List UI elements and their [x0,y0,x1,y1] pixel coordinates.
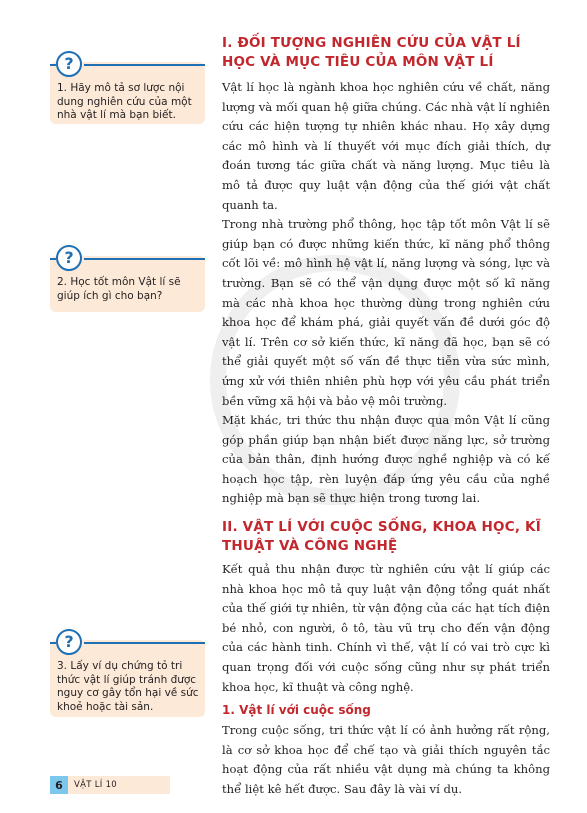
question-rule [84,642,205,644]
page-number: 6 [50,776,68,794]
main-content [222,34,550,800]
paragraph: Vật lí học là ngành khoa học nghiên cứu về chất, năng lượng và mối quan hệ giữa chúng. Các nhà vật lí nghiên cứu các hiện tượng tự nhiên khác nhau. Họ xây dựng các mô hình và lí thuyết với mục đích giải thích, dự đoán tương tác giữa chất và năng lượng. Mục tiêu là mô tả được quy luật vận động của thế giới vật chất quanh ta. [222,80,550,212]
section-heading-1: I. ĐỐI TƯỢNG NGHIÊN CỨU CỦA VẬT LÍ HỌC VÀ MỤC TIÊU CỦA MÔN VẬT LÍ [222,35,521,70]
book-title: VẬT LÍ 10 [74,780,117,790]
paragraph: Trong cuộc sống, tri thức vật lí có ảnh hưởng rất rộng, là cơ sở khoa học để chế tạo và giải thích nguyên tắc hoạt động của rất nhiều vật dụng mà chúng ta không thể liệt kê hết được. Sau đây là vài ví dụ. [222,723,550,796]
question-rule [84,64,205,66]
question-box-1 [50,54,205,124]
paragraph: Mặt khác, tri thức thu nhận được qua môn Vật lí cũng góp phần giúp bạn nhận biết được năng lực, sở trường của bản thân, định hướng được nghề nghiệp và có kế hoạch học tập, rèn luyện đáp ứng yêu cầu của nghề nghiệp mà bạn sẽ thực hiện trong tương lai. [222,413,550,506]
question-box-2 [50,248,205,312]
paragraph: Kết quả thu nhận được từ nghiên cứu vật lí giúp các nhà khoa học mô tả quy luật vận động tổng quát nhất của thế giới tự nhiên, từ vận động của các hạt tích điện bé nhỏ, con người, ô tô, tàu vũ trụ cho đến vận động của các hành tinh. Chính vì thế, vật lí có vai trò cực kì quan trọng đối với cuộc sống cũng như sự phát triển khoa học, kĩ thuật và công nghệ. [222,562,550,694]
paragraph: Trong nhà trường phổ thông, học tập tốt môn Vật lí sẽ giúp bạn có được những kiến thức, kĩ năng phổ thông cốt lõi về: mô hình hệ vật lí, năng lượng và sóng, lực và trường. Bạn sẽ có thể vận dụng được một số kĩ năng mà các nhà khoa học thường dùng trong nghiên cứu khoa học để khám phá, giải quyết vấn đề dưới góc độ vật lí. Trên cơ sở kiến thức, kĩ năng đã học, bạn sẽ có thể giải quyết một số vấn đề thực tiễn vừa sức mình, ứng xử với thiên nhiên phù hợp với yêu cầu phát triển bền vững xã hội và bảo vệ môi trường. [222,217,550,408]
question-text: 2. Học tốt môn Vật lí sẽ giúp ích gì cho bạn? [57,276,181,302]
question-mark-icon: ? [56,51,82,77]
question-mark-icon: ? [56,245,82,271]
page-footer [50,776,170,794]
question-text: 1. Hãy mô tả sơ lược nội dung nghiên cứu của một nhà vật lí mà bạn biết. [57,82,192,121]
question-box-3 [50,632,205,717]
question-text: 3. Lấy ví dụ chứng tỏ tri thức vật lí giúp tránh được nguy cơ gây tổn hại về sức khoẻ hoặc tài sản. [57,660,199,713]
section-heading-2: II. VẬT LÍ VỚI CUỘC SỐNG, KHOA HỌC, KĨ THUẬT VÀ CÔNG NGHỆ [222,519,541,555]
question-mark-icon: ? [56,629,82,655]
question-rule [84,258,205,260]
subsection-heading: 1. Vật lí với cuộc sống [222,703,371,718]
